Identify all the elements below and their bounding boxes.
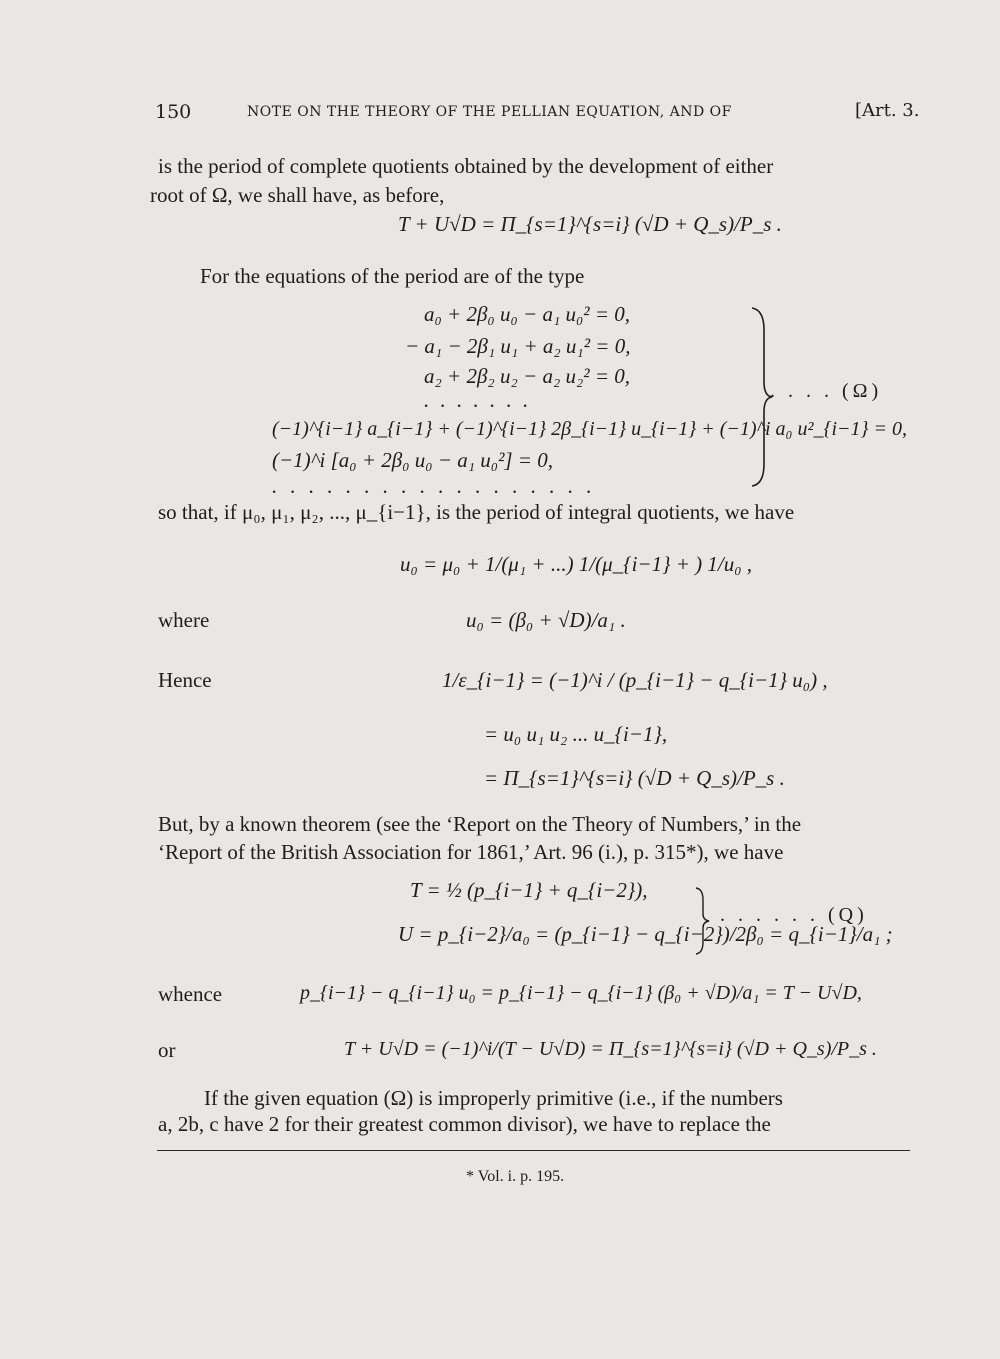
period-equation: − a₁ − 2β₁ u₁ + a₂ u₁² = 0, (405, 334, 631, 358)
paragraph-line: is the period of complete quotients obtained by the development of either (158, 154, 774, 178)
paragraph-line: For the equations of the period are of the type (200, 264, 585, 288)
period-equation: (−1)^{i−1} a_{i−1} + (−1)^{i−1} 2β_{i−1} u_{i−1} + (−1)^i a₀ u²_{i−1} = 0, (272, 418, 908, 440)
equation-or: T + U√D = (−1)^i/(T − U√D) = Π_{s=1}^{s=i} (√D + Q_s)/P_s . (344, 1038, 877, 1060)
equation-hence: = Π_{s=1}^{s=i} (√D + Q_s)/P_s . (484, 766, 785, 790)
whence-label: whence (158, 982, 223, 1006)
equation-T: T = ½ (p_{i−1} + q_{i−2}), (410, 878, 648, 902)
omega-label: . . . . (Ω) (770, 380, 883, 402)
where-label: where (158, 608, 210, 632)
equation-whence: p_{i−1} − q_{i−1} u₀ = p_{i−1} − q_{i−1} (β₀ + √D)/a₁ = T − U√D, (300, 982, 862, 1004)
equation-continued-fraction: u₀ = μ₀ + 1/(μ₁ + ...) 1/(μ_{i−1} + ) 1/u₀ , (400, 552, 753, 576)
page-number: 150 (155, 101, 192, 123)
period-equation: a₀ + 2β₀ u₀ − a₁ u₀² = 0, (424, 302, 631, 326)
period-equation: a₂ + 2β₂ u₂ − a₂ u₂² = 0, (424, 364, 631, 388)
equation-U: U = p_{i−2}/a₀ = (p_{i−1} − q_{i−2})/2β₀ = q_{i−1}/a₁ ; (398, 922, 893, 946)
period-equation: . . . . . . . (424, 388, 532, 412)
right-brace (694, 886, 712, 956)
equation-u0: u₀ = (β₀ + √D)/a₁ . (466, 608, 626, 632)
period-equation: . . . . . . . . . . . . . . . . . . (272, 474, 596, 498)
or-label: or (158, 1038, 176, 1062)
running-title: NOTE ON THE THEORY OF THE PELLIAN EQUATION, AND OF (247, 104, 732, 120)
paragraph-line: so that, if μ₀, μ₁, μ₂, ..., μ_{i−1}, is the period of integral quotients, we have (158, 500, 795, 524)
hence-label: Hence (158, 668, 212, 692)
paragraph-line: a, 2b, c have 2 for their greatest common divisor), we have to replace the (158, 1112, 771, 1136)
paragraph-line: But, by a known theorem (see the ‘Report on the Theory of Numbers,’ in the (158, 812, 802, 836)
paragraph-line: root of Ω, we shall have, as before, (150, 183, 445, 207)
period-equation: (−1)^i [a₀ + 2β₀ u₀ − a₁ u₀²] = 0, (272, 448, 553, 472)
equation-product: T + U√D = Π_{s=1}^{s=i} (√D + Q_s)/P_s . (398, 212, 782, 236)
paragraph-line: If the given equation (Ω) is improperly primitive (i.e., if the numbers (204, 1086, 783, 1110)
equation-hence: = u₀ u₁ u₂ ... u_{i−1}, (484, 722, 668, 746)
footnote: * Vol. i. p. 195. (466, 1168, 565, 1185)
article-marker: [Art. 3. (855, 100, 920, 121)
equation-hence: 1/ε_{i−1} = (−1)^i / (p_{i−1} − q_{i−1} u₀) , (442, 668, 828, 692)
paragraph-line: ‘Report of the British Association for 1861,’ Art. 96 (i.), p. 315*), we have (158, 840, 784, 864)
q-label: . . . . . . (Q) (720, 904, 868, 926)
footnote-rule (157, 1150, 910, 1151)
